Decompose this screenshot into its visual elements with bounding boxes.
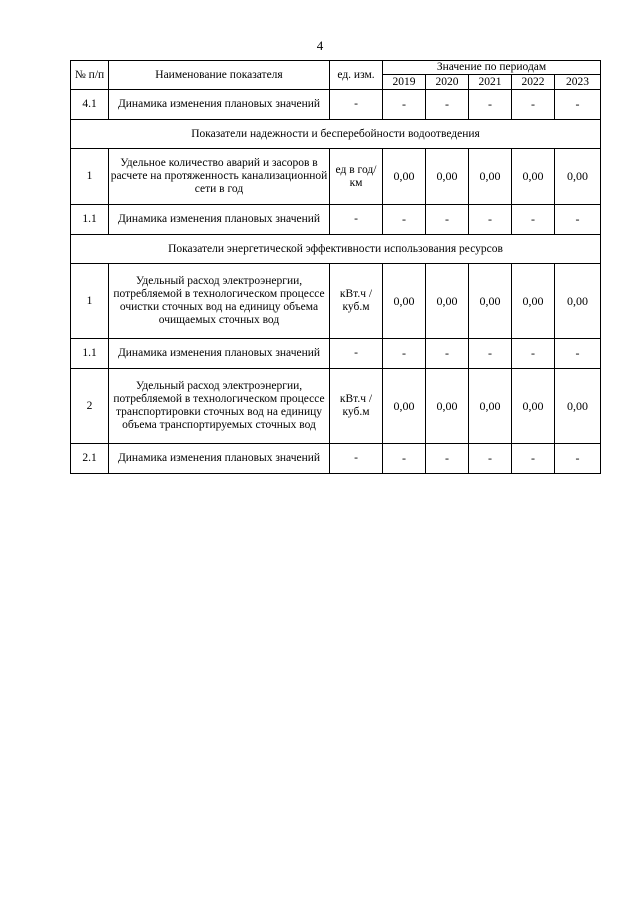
value-cell: 0,00 [426, 369, 469, 444]
value-cell: 0,00 [512, 264, 555, 339]
unit-cell: - [330, 339, 383, 369]
row-number: 1.1 [71, 205, 109, 235]
value-cell: - [555, 444, 601, 474]
header-year: 2019 [383, 75, 426, 90]
value-cell: - [383, 339, 426, 369]
section-row [71, 235, 601, 264]
indicator-name: Удельное количество аварий и засоров в расчете на протяженность канализационной сети в год [109, 149, 330, 205]
page-number: 4 [316, 38, 324, 53]
value-cell: 0,00 [555, 264, 601, 339]
header-year: 2020 [426, 75, 469, 90]
unit-cell: - [330, 205, 383, 235]
value-cell: - [469, 205, 512, 235]
table-row [71, 205, 601, 235]
unit-cell: - [330, 444, 383, 474]
table-row [71, 369, 601, 444]
header-year: 2023 [555, 75, 601, 90]
row-number: 1 [71, 264, 109, 339]
unit-cell: кВт.ч / куб.м [330, 264, 383, 339]
section-row [71, 120, 601, 149]
value-cell: 0,00 [512, 149, 555, 205]
indicator-name: Динамика изменения плановых значений [109, 444, 330, 474]
unit-cell: кВт.ч / куб.м [330, 369, 383, 444]
row-number: 2.1 [71, 444, 109, 474]
value-cell: 0,00 [426, 264, 469, 339]
value-cell: - [512, 205, 555, 235]
table-body [71, 90, 601, 474]
value-cell: 0,00 [512, 369, 555, 444]
table-row [71, 264, 601, 339]
indicator-name: Динамика изменения плановых значений [109, 205, 330, 235]
value-cell: - [426, 339, 469, 369]
table-row [71, 339, 601, 369]
header-name: Наименование показателя [109, 61, 330, 90]
header-unit: ед. изм. [330, 61, 383, 90]
header-year: 2022 [512, 75, 555, 90]
row-number: 1 [71, 149, 109, 205]
unit-cell: ед в год/ км [330, 149, 383, 205]
row-number: 1.1 [71, 339, 109, 369]
value-cell: 0,00 [383, 264, 426, 339]
table-header-row [71, 61, 601, 75]
value-cell: - [512, 444, 555, 474]
value-cell: - [426, 90, 469, 120]
row-number: 4.1 [71, 90, 109, 120]
table-row [71, 90, 601, 120]
value-cell: 0,00 [469, 369, 512, 444]
value-cell: 0,00 [383, 369, 426, 444]
table-row [71, 444, 601, 474]
section-title: Показатели энергетической эффективности использования ресурсов [71, 235, 601, 264]
section-title: Показатели надежности и бесперебойности водоотведения [71, 120, 601, 149]
table-row [71, 149, 601, 205]
value-cell: 0,00 [426, 149, 469, 205]
row-number: 2 [71, 369, 109, 444]
header-period-group: Значение по периодам [383, 61, 601, 75]
indicators-table [70, 60, 601, 474]
header-num: № п/п [71, 61, 109, 90]
value-cell: - [469, 90, 512, 120]
indicator-name: Динамика изменения плановых значений [109, 339, 330, 369]
indicator-name: Удельный расход электроэнергии, потребляемой в технологическом процессе очистки сточных вод на единицу объема очищаемых сточных вод [109, 264, 330, 339]
header-year: 2021 [469, 75, 512, 90]
value-cell: - [469, 339, 512, 369]
value-cell: 0,00 [555, 149, 601, 205]
unit-cell: - [330, 90, 383, 120]
value-cell: - [426, 444, 469, 474]
value-cell: 0,00 [469, 264, 512, 339]
value-cell: - [512, 339, 555, 369]
value-cell: - [555, 339, 601, 369]
value-cell: 0,00 [469, 149, 512, 205]
value-cell: - [383, 90, 426, 120]
indicator-name: Удельный расход электроэнергии, потребляемой в технологическом процессе транспортировки сточных вод на единицу объема транспортируемых сточных вод [109, 369, 330, 444]
value-cell: - [426, 205, 469, 235]
value-cell: - [383, 205, 426, 235]
value-cell: - [383, 444, 426, 474]
value-cell: - [469, 444, 512, 474]
value-cell: 0,00 [555, 369, 601, 444]
value-cell: - [512, 90, 555, 120]
value-cell: 0,00 [383, 149, 426, 205]
indicator-name: Динамика изменения плановых значений [109, 90, 330, 120]
value-cell: - [555, 90, 601, 120]
value-cell: - [555, 205, 601, 235]
